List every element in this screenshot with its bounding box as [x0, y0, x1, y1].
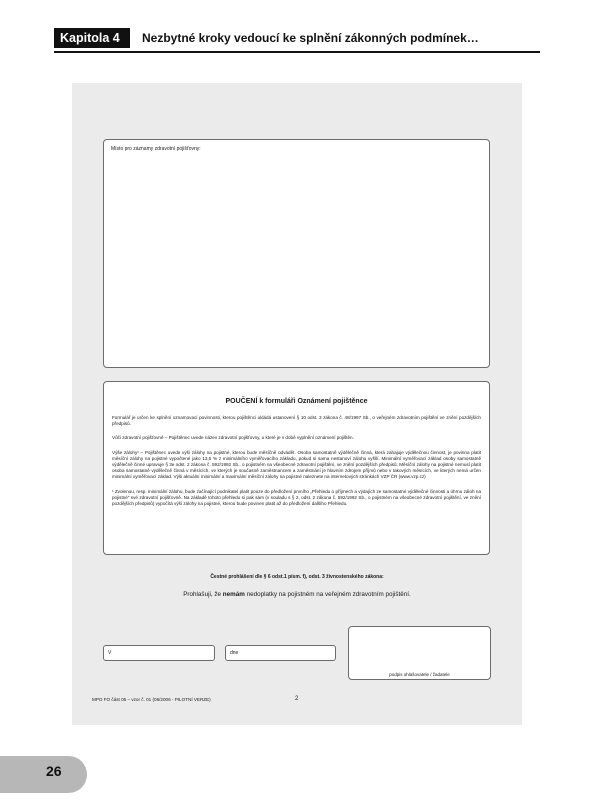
insurer-records-box: [103, 139, 490, 368]
form-page-image: [72, 83, 522, 725]
signature-box: [348, 626, 491, 680]
header-rule: [54, 51, 540, 53]
notice-paragraph: Vůči zdravotní pojišťovně – Pojištěnec uvede název zdravotní pojišťovny, u které je v době vyplnění oznámení pojištěn.: [112, 435, 354, 441]
declaration-text-start: Prohlašuji, že: [183, 591, 223, 598]
place-label: V: [108, 650, 112, 656]
declaration-text-end: nedoplatky na pojistném na veřejném zdravotním pojištění.: [244, 591, 411, 598]
date-label: dne: [230, 650, 239, 656]
date-field: [225, 645, 336, 661]
notice-footnote: ¹ Zvolenou, resp. minimální zálohu, bude začínající podnikatel platit pouze do předložení prvního „Přehledu o příjmech a výdajích ze samostatné výdělečné činnosti a úhrnu záloh na pojistné“ své zdravotní pojišťovně. Na základě tohoto přehledu si pak sám (v souladu s § 2, odst. 2 zákona č. 592/1992 Sb., o pojistném na všeobecné zdravotní pojištění, ve znění pozdějších předpisů) vypočítá výši zálohy na pojistné, kterou bude povinen platit až do předložení dalšího Přehledu.: [112, 488, 481, 507]
insurer-records-label: Místo pro záznamy zdravotní pojišťovny:: [111, 146, 201, 152]
form-page-number: 2: [295, 696, 299, 702]
notice-box: [103, 381, 490, 555]
page-number-tab: [0, 756, 87, 793]
notice-paragraph: Výše zálohy¹ – Pojištěnec uvede výši zálohy na pojistné, kterou bude měsíčně odvádět. Osoba samostatně výdělečně činná, která zahajuje výdělečnou činnost, je povinna platit měsíční zálohy na pojistné vypočtené jako 13,5 % z minimálního vyměřovacího základu, pokud si sama nestanoví zálohu vyšší. Minimální vyměřovací základ osoby samostatně výdělečně činné upravuje § 3e odst. 2 zákona č. 592/1992 Sb., o pojistném na všeobecné zdravotní pojištění, ve znění pozdějších předpisů. Měsíční zálohy na pojistné nemusí platit osoba samostatně výdělečně činná v měsících, ve kterých je současně zaměstnancem a zaměstnání je hlavním zdrojem příjmů nebo v takových měsících, ve kterých nemá určen minimální vyměřovací základ. Výši aktuální minimální a maximální měsíční zálohy na pojistné naleznete na internetových stránkách VZP ČR (www.vzp.cz): [112, 449, 481, 480]
signature-label: podpis ohlašovatele / žadatele: [389, 672, 450, 677]
notice-title: POUČENÍ k formuláři Oznámení pojištěnce: [225, 398, 368, 405]
chapter-label: Kapitola 4: [54, 28, 130, 48]
declaration-text-bold: nemám: [222, 591, 245, 598]
declaration-title: Čestné prohlášení dle § 6 odst.1 písm. f), odst. 3 živnostenského zákona:: [210, 574, 384, 580]
form-footer: MPO FO část 05 – vzor č. 01 (06/2006 - PILOTNÍ VERZE): [92, 697, 211, 702]
page-number: 26: [46, 763, 62, 779]
place-field: [103, 645, 215, 661]
declaration-text: [72, 591, 522, 598]
notice-paragraph: Formulář je určen ke splnění oznamovací povinnosti, kterou pojištěnci ukládá ustanovení § 10 odst. 3 zákona č. 48/1997 Sb., o veřejném zdravotním pojištění ve znění pozdějších předpisů.: [112, 415, 481, 427]
chapter-title: Nezbytné kroky vedoucí ke splnění zákonných podmínek…: [142, 31, 479, 45]
